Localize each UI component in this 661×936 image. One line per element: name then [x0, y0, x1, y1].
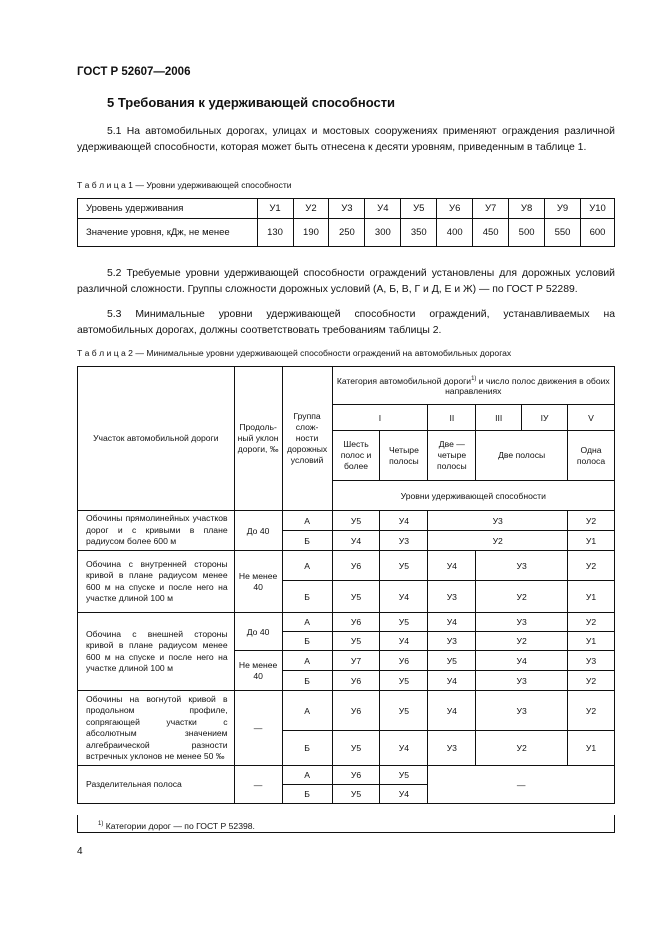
level-cell: У4: [380, 511, 428, 531]
level-cell: У5: [332, 632, 380, 651]
level-cell: У1: [568, 531, 615, 551]
group-cell: А: [282, 511, 332, 531]
table-1: [77, 198, 615, 247]
standard-header: ГОСТ Р 52607—2006: [77, 66, 191, 78]
row-label: Обочина с внутренней стороны кривой в плане радиусом менее 600 м на спуске и после него на участке длиной 100 м: [78, 551, 235, 613]
category-text-tail: и число полос движения в обоих направлениях: [445, 375, 610, 397]
column-header-levels: Уровни удерживающей способности: [332, 481, 614, 511]
level-cell: У5: [428, 651, 476, 671]
level-cell: У4: [428, 613, 476, 632]
group-cell: Б: [282, 731, 332, 766]
row-label: Обочины прямолинейных участков дорог и с кривыми в плане радиусом более 600 м: [78, 511, 235, 551]
level-cell: У3: [476, 671, 568, 691]
level-cell: У6: [332, 766, 380, 785]
table-1-row-label: Уровень удерживания: [78, 199, 258, 219]
level-cell: У3: [568, 651, 615, 671]
level-cell: У2: [476, 632, 568, 651]
column-header-cat-iii: III: [476, 405, 522, 431]
table-1-level: У5: [401, 199, 437, 219]
column-header-section: Участок автомобильной дороги: [78, 367, 235, 511]
footnote-text: Категории дорог — по ГОСТ Р 52398.: [105, 820, 255, 831]
group-cell: А: [282, 613, 332, 632]
level-cell: —: [428, 766, 615, 804]
slope-cell: —: [234, 691, 282, 766]
column-header-two-lanes: Две полосы: [476, 431, 568, 481]
column-header-one-lane: Одна полоса: [568, 431, 615, 481]
level-cell: У4: [428, 551, 476, 581]
level-cell: У3: [428, 511, 568, 531]
level-cell: У2: [568, 691, 615, 731]
table-1-level: У8: [509, 199, 545, 219]
level-cell: У6: [332, 671, 380, 691]
footnote-mark: 1): [98, 821, 104, 827]
level-cell: У5: [380, 671, 428, 691]
row-label: Разделительная полоса: [78, 766, 235, 804]
table-1-row-label: Значение уровня, кДж, не менее: [78, 219, 258, 247]
table-1-value: 250: [329, 219, 365, 247]
table-1-value: 600: [581, 219, 615, 247]
table-row: [78, 766, 615, 785]
column-header-group: Группа слож-ности дорожных условий: [282, 367, 332, 511]
table-1-value: 350: [401, 219, 437, 247]
paragraph-5-2: 5.2 Требуемые уровни удерживающей способности ограждений установлены для дорожных условий различной сложности. Группы сложности дорожных условий (А, Б, В, Г и Д, Е и Ж) — по ГОСТ Р 52289.: [77, 268, 615, 295]
level-cell: У5: [332, 785, 380, 804]
column-header-four-lanes: Четыре полосы: [380, 431, 428, 481]
level-cell: У4: [380, 731, 428, 766]
level-cell: У2: [568, 551, 615, 581]
paragraph-5-1: 5.1 На автомобильных дорогах, улицах и мостовых сооружениях применяют ограждения различной удерживающей способности, которая может быть отнесена к десяти уровням, приведенным в таблице 1.: [77, 126, 615, 153]
row-label: Обочины на вогнутой кривой в продольном профиле, сопрягающей участки с абсолютным значением алгебраической разности встречных уклонов не менее 50 ‰: [78, 691, 235, 766]
table-1-row-values: [78, 219, 615, 247]
group-cell: А: [282, 551, 332, 581]
row-label: Обочина с внешней стороны кривой в плане радиусом менее 600 м на спуске и после него на участке длиной 100 м: [78, 613, 235, 691]
level-cell: У3: [380, 531, 428, 551]
column-header-two-four-lanes: Две — четыре полосы: [428, 431, 476, 481]
table-1-level: У9: [545, 199, 581, 219]
level-cell: У4: [332, 531, 380, 551]
table-1-value: 300: [365, 219, 401, 247]
level-cell: У3: [428, 581, 476, 613]
group-cell: Б: [282, 671, 332, 691]
category-text: Категория автомобильной дороги: [336, 375, 472, 386]
level-cell: У4: [380, 632, 428, 651]
level-cell: У4: [428, 691, 476, 731]
group-cell: А: [282, 766, 332, 785]
table-2-caption: Т а б л и ц а 2 — Минимальные уровни удерживающей способности ограждений на автомобильных дорогах: [77, 348, 512, 358]
column-header-cat-ii: II: [428, 405, 476, 431]
level-cell: У4: [380, 581, 428, 613]
level-cell: У1: [568, 581, 615, 613]
table-1-value: 550: [545, 219, 581, 247]
level-cell: У4: [476, 651, 568, 671]
table-2: [77, 366, 615, 804]
group-cell: А: [282, 651, 332, 671]
level-cell: У3: [428, 731, 476, 766]
table-row: [78, 613, 615, 632]
table-1-value: 500: [509, 219, 545, 247]
table-1-value: 450: [473, 219, 509, 247]
group-cell: А: [282, 691, 332, 731]
level-cell: У5: [332, 731, 380, 766]
level-cell: У6: [332, 691, 380, 731]
table-2-footnote: [77, 815, 615, 833]
slope-cell: —: [234, 766, 282, 804]
level-cell: У5: [380, 551, 428, 581]
table-1-value: 190: [293, 219, 329, 247]
column-header-slope: Продоль-ный уклон дороги, ‰: [234, 367, 282, 511]
level-cell: У4: [428, 671, 476, 691]
slope-cell: До 40: [234, 511, 282, 551]
group-cell: Б: [282, 531, 332, 551]
level-cell: У6: [332, 613, 380, 632]
table-1-value: 130: [257, 219, 293, 247]
level-cell: У3: [476, 691, 568, 731]
table-row: [78, 691, 615, 731]
level-cell: У2: [568, 613, 615, 632]
section-title: 5 Требования к удерживающей способности: [107, 95, 396, 110]
table-1-level: У3: [329, 199, 365, 219]
level-cell: У2: [568, 671, 615, 691]
column-header-cat-i: I: [332, 405, 428, 431]
column-header-cat-iv: IУ: [522, 405, 568, 431]
column-header-cat-v: V: [568, 405, 615, 431]
slope-cell: До 40: [234, 613, 282, 651]
level-cell: У2: [428, 531, 568, 551]
level-cell: У6: [380, 651, 428, 671]
table-1-level: У6: [437, 199, 473, 219]
level-cell: У2: [476, 581, 568, 613]
level-cell: У5: [332, 581, 380, 613]
group-cell: Б: [282, 581, 332, 613]
column-header-six-lanes: Шесть полос и более: [332, 431, 380, 481]
table-1-level: У10: [581, 199, 615, 219]
level-cell: У6: [332, 551, 380, 581]
level-cell: У5: [332, 511, 380, 531]
level-cell: У5: [380, 766, 428, 785]
table-1-row-levels: [78, 199, 615, 219]
table-1-level: У1: [257, 199, 293, 219]
level-cell: У3: [428, 632, 476, 651]
level-cell: У4: [380, 785, 428, 804]
level-cell: У3: [476, 613, 568, 632]
footnote-mark: 1): [471, 375, 477, 382]
group-cell: Б: [282, 632, 332, 651]
level-cell: У1: [568, 731, 615, 766]
table-row: [78, 511, 615, 531]
level-cell: У3: [476, 551, 568, 581]
level-cell: У1: [568, 632, 615, 651]
slope-cell: Не менее 40: [234, 651, 282, 691]
table-2-header-row: [78, 367, 615, 405]
level-cell: У7: [332, 651, 380, 671]
paragraph-5-3: 5.3 Минимальные уровни удерживающей способности ограждений, устанавливаемых на автомобильных дорогах, должны соответствовать требованиям таблицы 2.: [77, 309, 615, 336]
level-cell: У2: [476, 731, 568, 766]
table-1-level: У7: [473, 199, 509, 219]
column-header-category: [332, 367, 614, 405]
page-number: 4: [77, 846, 83, 857]
level-cell: У5: [380, 691, 428, 731]
level-cell: У2: [568, 511, 615, 531]
slope-cell: Не менее 40: [234, 551, 282, 613]
table-row: [78, 551, 615, 581]
table-1-level: У2: [293, 199, 329, 219]
table-1-caption: Т а б л и ц а 1 — Уровни удерживающей способности: [77, 180, 292, 190]
group-cell: Б: [282, 785, 332, 804]
level-cell: У5: [380, 613, 428, 632]
table-1-level: У4: [365, 199, 401, 219]
table-1-value: 400: [437, 219, 473, 247]
